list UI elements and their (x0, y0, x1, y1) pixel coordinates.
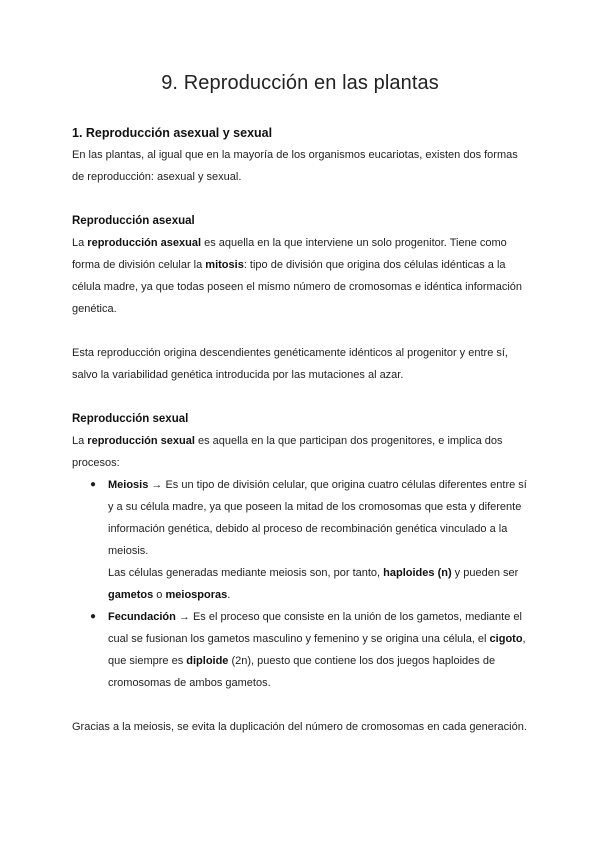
term-gametos: gametos (108, 589, 154, 601)
term-meiosporas: meiosporas (165, 589, 228, 601)
term-meiosis: Meiosis (108, 479, 149, 491)
bullet-icon: ● (90, 479, 97, 490)
term-sexual: reproducción sexual (87, 435, 195, 447)
asexual-heading: Reproducción asexual (72, 215, 195, 227)
sexual-paragraph: La reproducción sexual es aquella en la que participan dos progenitores, e implica dos procesos: (72, 435, 503, 469)
term-haploides: haploides (n) (383, 567, 452, 579)
page-title: 9. Reproducción en las plantas (161, 72, 439, 94)
list-item-fecundacion: ● Fecundación → Es el proceso que consiste en la unión de los gametos, mediante el cual se fusionan los gametos masculino y femenino y se origina una célula, el cigoto, que siempre es diploide (2n), puesto que contiene los dos juegos haploides de cromosomas de ambos gametos. (108, 606, 528, 694)
process-list (72, 474, 528, 694)
asexual-paragraph-2: Esta reproducción origina descendientes genéticamente idénticos al progenitor y entre sí, salvo la variabilidad genética introducida por las mutaciones al azar. (72, 347, 508, 381)
sexual-heading: Reproducción sexual (72, 413, 189, 425)
asexual-paragraph: La reproducción asexual es aquella en la que interviene un solo progenitor. Tiene como forma de división celular la mitosis: tipo de división que origina dos células idénticas a la célula madre, ya que todas poseen el mismo número de cromosomas e idéntica información genética. (72, 237, 523, 315)
conclusion-paragraph: Gracias a la meiosis, se evita la duplicación del número de cromosomas en cada generación. (72, 721, 527, 733)
section-heading: 1. Reproducción asexual y sexual (72, 126, 273, 140)
bullet-icon: ● (90, 611, 97, 622)
term-asexual: reproducción asexual (87, 237, 202, 249)
term-diploide: diploide (186, 655, 229, 667)
list-item-meiosis: ● Meiosis → Es un tipo de división celular, que origina cuatro células diferentes entre sí y a su célula madre, ya que poseen la mitad de los cromosomas que esta y diferente información genética, debido al proceso de recombinación genética vinculado a la meiosis. Las células generadas mediante meiosis son, por tanto, haploides (n) y pueden ser gametos o meiosporas. (108, 474, 528, 606)
document-body (72, 122, 528, 738)
term-cigoto: cigoto (489, 633, 523, 645)
term-mitosis: mitosis (205, 259, 244, 271)
term-fecundacion: Fecundación (108, 611, 176, 623)
intro-paragraph: En las plantas, al igual que en la mayoría de los organismos eucariotas, existen dos formas de reproducción: asexual y sexual. (72, 149, 518, 183)
